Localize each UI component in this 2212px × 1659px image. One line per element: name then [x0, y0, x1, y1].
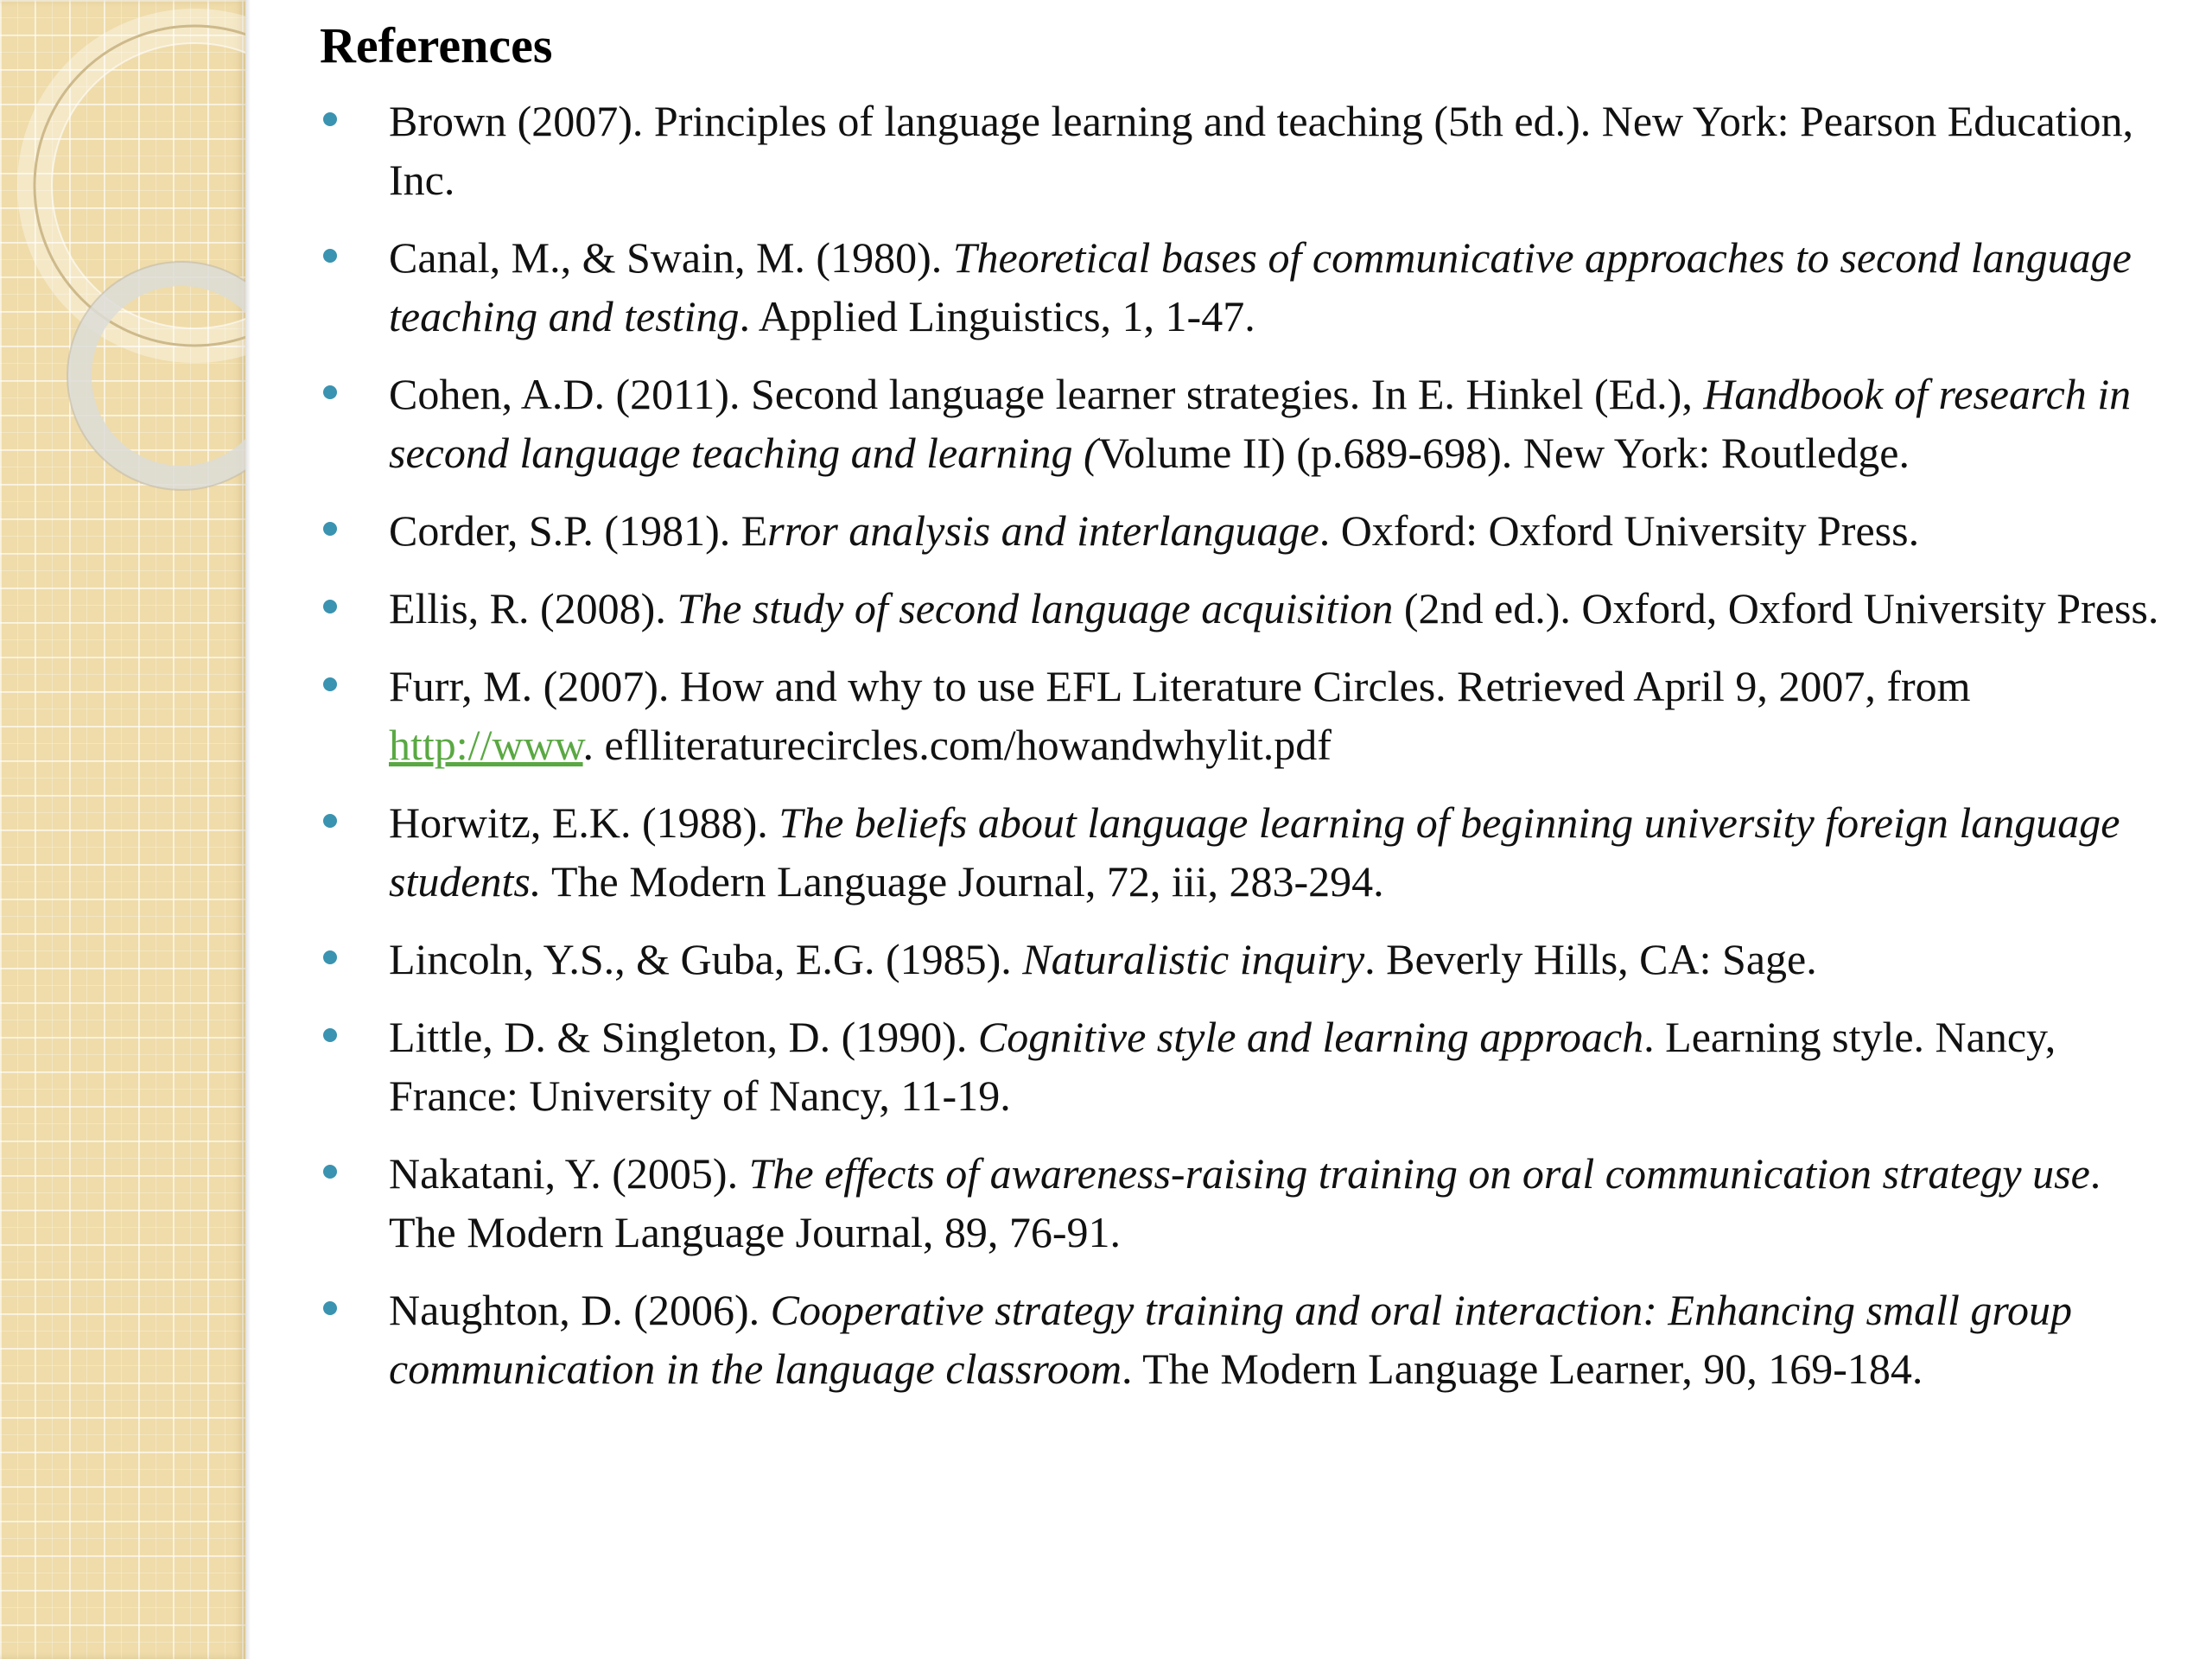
reference-item — [320, 657, 2160, 774]
reference-text: Nakatani, Y. (2005). — [389, 1149, 749, 1198]
reference-item — [320, 1281, 2160, 1398]
reference-text: . Beverly Hills, CA: Sage. — [1364, 935, 1817, 983]
bullet-icon — [323, 1165, 337, 1179]
reference-text: Naughton, D. (2006). — [389, 1286, 771, 1334]
reference-text: . The Modern Language Journal, 89, 76-91. — [389, 1149, 2101, 1256]
bullet-icon — [323, 1301, 337, 1315]
reference-text: Canal, M., & Swain, M. (1980). — [389, 233, 953, 282]
reference-text: Horwitz, E.K. (1988). — [389, 798, 779, 847]
bullet-icon — [323, 677, 337, 691]
reference-text: . Oxford: Oxford University Press. — [1319, 506, 1920, 555]
reference-title: The beliefs about language learning of beginning university foreign language students. — [389, 798, 2120, 906]
decorative-rings-graphic — [0, 0, 245, 536]
bullet-icon — [323, 112, 337, 126]
reference-text: Corder, S.P. (1981). E — [389, 506, 768, 555]
reference-text: . Applied Linguistics, 1, 1-47. — [739, 292, 1255, 340]
reference-text: Cohen, A.D. (2011). Second language learner strategies. In E. Hinkel (Ed.), — [389, 370, 1704, 418]
bullet-icon — [323, 522, 337, 536]
reference-text: Volume II) (p.689-698). New York: Routledge. — [1097, 429, 1910, 477]
reference-title: rror analysis and interlanguage — [767, 506, 1319, 555]
reference-item — [320, 1144, 2160, 1262]
references-section — [320, 16, 2160, 1417]
bullet-icon — [323, 950, 337, 964]
references-heading: References — [320, 17, 553, 73]
reference-title: Cognitive style and learning approach — [977, 1013, 1644, 1061]
reference-item — [320, 793, 2160, 911]
reference-title: Naturalistic inquiry — [1022, 935, 1365, 983]
reference-title: Cooperative strategy training and oral interaction: Enhancing small group communication in the language classroom — [389, 1286, 2072, 1393]
reference-item — [320, 228, 2160, 346]
reference-title: Theoretical bases of communicative approaches to second language teaching and testing — [389, 233, 2132, 340]
reference-text: Lincoln, Y.S., & Guba, E.G. (1985). — [389, 935, 1023, 983]
reference-text: Brown (2007). Principles of language learning and teaching (5th ed.). New York: Pearson Education, Inc. — [389, 97, 2133, 204]
reference-text: . The Modern Language Learner, 90, 169-184. — [1122, 1344, 1923, 1393]
reference-text: Furr, M. (2007). How and why to use EFL Literature Circles. Retrieved April 9, 2007, from — [389, 662, 1971, 710]
decorative-sidebar — [0, 0, 245, 1659]
sidebar-edge — [245, 0, 251, 1659]
bullet-icon — [323, 385, 337, 399]
bullet-icon — [323, 1028, 337, 1042]
reference-title: Handbook of research in second language teaching and learning ( — [389, 370, 2132, 477]
bullet-icon — [323, 600, 337, 613]
reference-item — [320, 501, 2160, 560]
reference-list — [320, 92, 2160, 1398]
reference-item — [320, 365, 2160, 482]
reference-text: . eflliteraturecircles.com/howandwhylit.pdf — [582, 721, 1332, 769]
reference-link[interactable]: http://www — [389, 721, 583, 769]
reference-text: (2nd ed.). Oxford, Oxford University Press. — [1393, 584, 2159, 632]
reference-text: Ellis, R. (2008). — [389, 584, 677, 632]
reference-title: The effects of awareness-raising training on oral communication strategy use — [748, 1149, 2090, 1198]
reference-text: . Learning style. Nancy, France: University of Nancy, 11-19. — [389, 1013, 2056, 1120]
reference-title: The study of second language acquisition — [677, 584, 1394, 632]
bullet-icon — [323, 249, 337, 263]
reference-item — [320, 579, 2160, 638]
reference-item — [320, 930, 2160, 988]
reference-item — [320, 1007, 2160, 1125]
bullet-icon — [323, 814, 337, 828]
reference-text: The Modern Language Journal, 72, iii, 283-294. — [541, 857, 1384, 906]
reference-item — [320, 92, 2160, 209]
reference-text: Little, D. & Singleton, D. (1990). — [389, 1013, 978, 1061]
